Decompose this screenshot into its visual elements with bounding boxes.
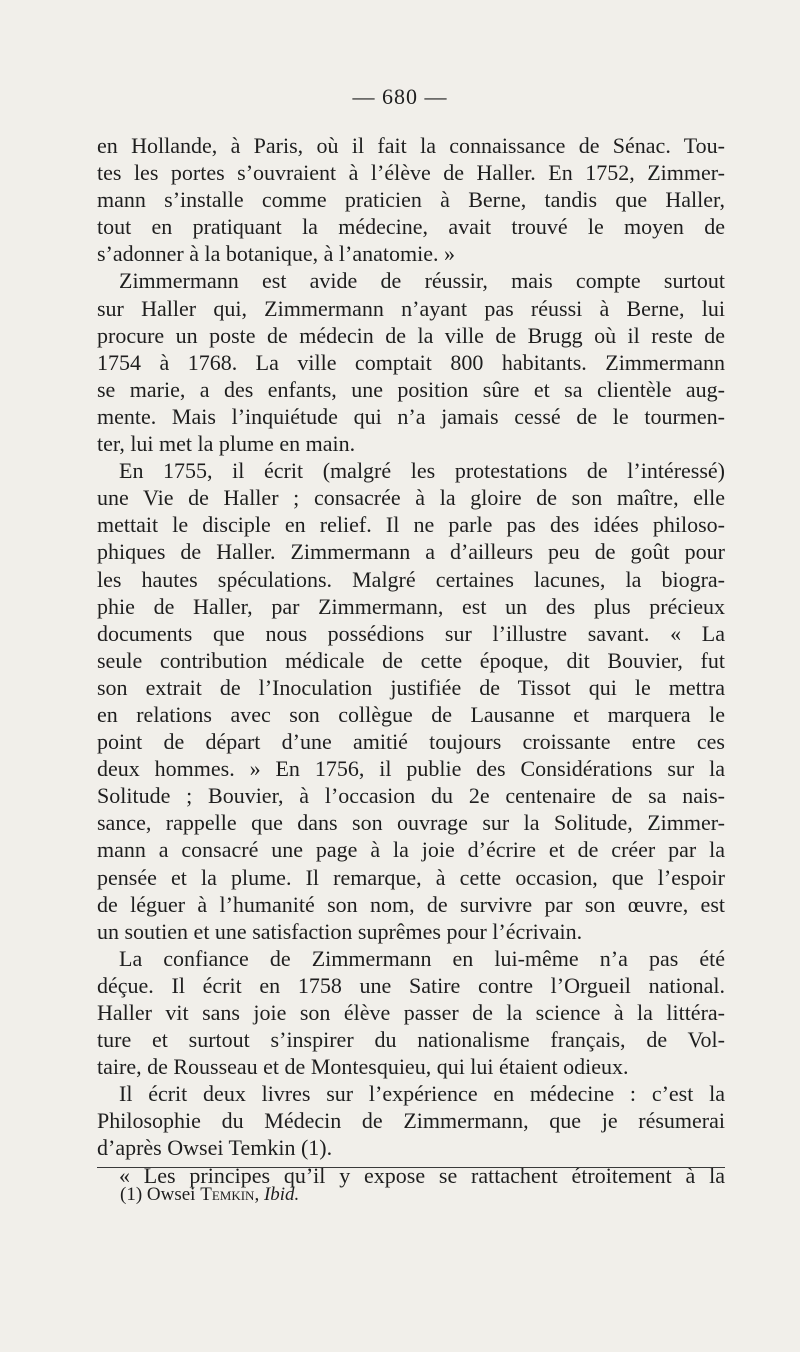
text-line: Philosophie du Médecin de Zimmermann, que je résumerai [97,1108,725,1134]
footnote [120,1184,299,1206]
text-line: les hautes spéculations. Malgré certaines lacunes, la biogra- [97,566,725,592]
text-line: tes les portes s’ouvraient à l’élève de Haller. En 1752, Zimmer- [97,160,725,186]
footnote-author-first: Owsei [146,1184,196,1205]
text-line: déçue. Il écrit en 1758 une Satire contre l’Orgueil national. [97,972,725,998]
text-line: En 1755, il écrit (malgré les protestations de l’intéressé) [119,458,725,484]
text-line: « Les principes qu’il y expose se rattachent étroitement à la [119,1162,725,1188]
text-line: ture et surtout s’inspirer du nationalisme français, de Vol- [97,1027,725,1053]
text-line: phiques de Haller. Zimmermann a d’ailleurs peu de goût pour [97,539,725,565]
text-line: point de départ d’une amitié toujours croissante entre ces [97,729,725,755]
text-line: mann a consacré une page à la joie d’écrire et de créer par la [97,837,725,863]
text-line: tout en pratiquant la médecine, avait trouvé le moyen de [97,214,725,240]
text-line: ter, lui met la plume en main. [97,431,356,457]
text-line: seule contribution médicale de cette époque, dit Bouvier, fut [97,647,725,673]
text-line: d’après Owsei Temkin (1). [97,1135,333,1161]
text-line: de léguer à l’humanité son nom, de survivre par son œuvre, est [97,891,725,917]
text-line: pensée et la plume. Il remarque, à cette occasion, que l’espoir [97,864,725,890]
text-line: mann s’installe comme praticien à Berne, tandis que Haller, [97,187,725,213]
footnote-author-last: Temkin [200,1184,255,1205]
text-line: deux hommes. » En 1756, il publie des Considérations sur la [97,756,725,782]
text-line: 1754 à 1768. La ville comptait 800 habitants. Zimmermann [97,349,725,375]
text-line: sur Haller qui, Zimmermann n’ayant pas réussi à Berne, lui [97,295,725,321]
text-line: Il écrit deux livres sur l’expérience en médecine : c’est la [119,1081,725,1107]
text-line: sance, rappelle que dans son ouvrage sur la Solitude, Zimmer- [97,810,725,836]
text-line: une Vie de Haller ; consacrée à la gloire de son maître, elle [97,485,725,511]
footnote-marker: (1) [120,1184,143,1205]
text-line: Zimmermann est avide de réussir, mais compte surtout [119,268,725,294]
text-line: Solitude ; Bouvier, à l’occasion du 2e centenaire de sa nais- [97,783,725,809]
text-line: Haller vit sans joie son élève passer de la science à la littéra- [97,1000,725,1025]
footnote-reference: Ibid. [263,1184,300,1205]
text-line: se marie, a des enfants, une position sûre et sa clientèle aug- [97,376,725,402]
text-line: son extrait de l’Inoculation justifiée de Tissot qui le mettra [97,674,725,700]
text-line: procure un poste de médecin de la ville de Brugg où il reste de [97,322,725,348]
text-line: un soutien et une satisfaction suprêmes pour l’écrivain. [97,918,583,944]
text-line: phie de Haller, par Zimmermann, est un des plus précieux [97,593,725,619]
text-line: en relations avec son collègue de Lausanne et marquera le [97,701,725,727]
text-line: La confiance de Zimmermann en lui-même n’a pas été [119,945,725,971]
footnote-divider [97,1167,725,1168]
text-line: s’adonner à la botanique, à l’anatomie. » [97,241,455,267]
text-line: en Hollande, à Paris, où il fait la connaissance de Sénac. Tou- [97,133,725,158]
page-number: — 680 — [352,84,448,109]
body-text [97,132,725,1189]
text-line: documents que nous possédions sur l’illustre savant. « La [97,620,725,646]
text-line: mettait le disciple en relief. Il ne parle pas des idées philoso- [97,512,725,538]
text-line: taire, de Rousseau et de Montesquieu, qui lui étaient odieux. [97,1054,629,1080]
footnote-comma: , [254,1184,260,1205]
text-line: mente. Mais l’inquiétude qui n’a jamais cessé de le tourmen- [97,403,725,429]
